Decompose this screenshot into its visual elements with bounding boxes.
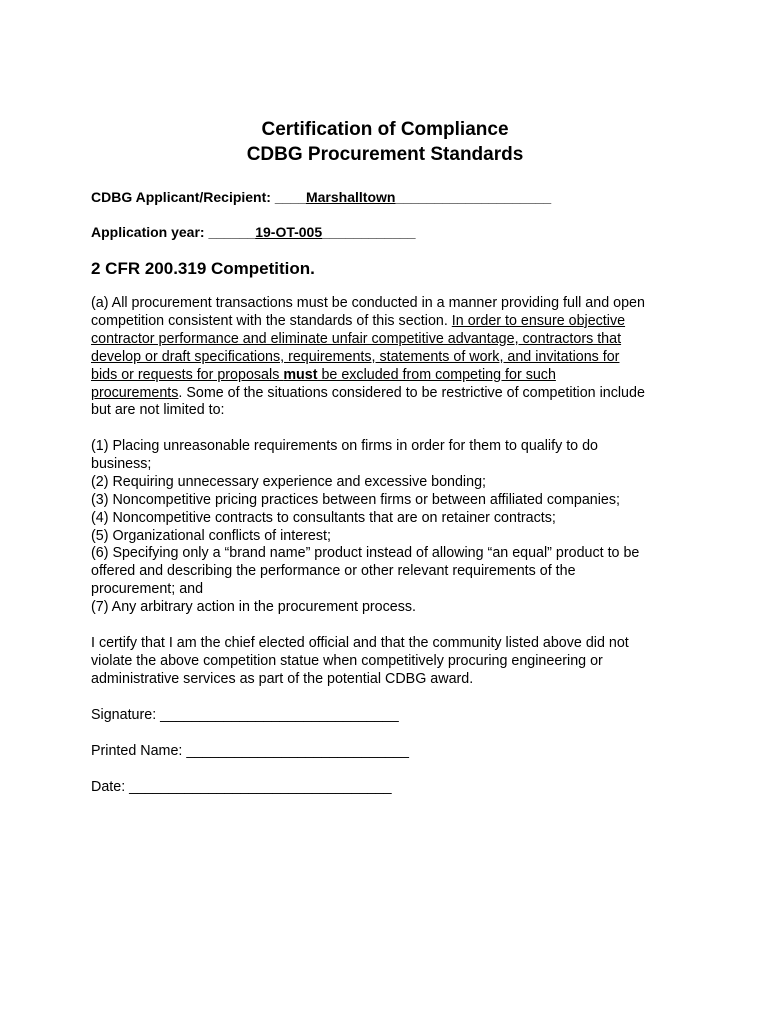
list-item: (7) Any arbitrary action in the procurement process. xyxy=(91,599,417,616)
applicant-value: Marshalltown xyxy=(305,189,396,205)
printed-name-field[interactable] xyxy=(91,742,409,760)
applicant-pre-line: ____ xyxy=(270,189,306,205)
application-year-label: Application year: xyxy=(91,224,205,240)
list-item: procurement; and xyxy=(91,581,204,598)
signature-line[interactable]: ______________________________ xyxy=(156,707,399,723)
date-field[interactable] xyxy=(91,778,392,796)
application-year-post-line: ____________ xyxy=(322,224,416,240)
paragraph-a-text: . Some of the situations considered to be restrictive of competition include xyxy=(178,384,645,401)
list-item: offered and describing the performance or other relevant requirements of the xyxy=(91,563,576,580)
application-year-value: 19-OT-005 xyxy=(255,224,323,240)
certification-statement xyxy=(91,635,691,689)
paragraph-a-line: (a) All procurement transactions must be conducted in a manner providing full and open xyxy=(91,295,645,311)
certification-line: administrative services as part of the potential CDBG award. xyxy=(91,670,474,687)
certification-line: violate the above competition statue when competitively procuring engineering or xyxy=(91,652,603,669)
certification-line: I certify that I am the chief elected official and that the community listed above did not xyxy=(91,635,629,651)
list-item: (2) Requiring unnecessary experience and excessive bonding; xyxy=(91,473,486,490)
paragraph-a-line xyxy=(91,385,691,403)
paragraph-a-line xyxy=(91,313,691,331)
paragraph-a-underlined-text: procurements xyxy=(91,384,179,401)
paragraph-a-text: competition consistent with the standards of this section. xyxy=(91,312,452,329)
restrictive-situations-list xyxy=(91,438,691,617)
paragraph-a-bold-text: must xyxy=(283,366,318,383)
document-subtitle: CDBG Procurement Standards xyxy=(246,144,524,165)
list-item: (4) Noncompetitive contracts to consultants that are on retainer contracts; xyxy=(91,509,556,526)
application-year-pre-line: ______ xyxy=(204,224,256,240)
list-item: (3) Noncompetitive pricing practices between firms or between affiliated companies; xyxy=(91,491,620,508)
signature-label: Signature: xyxy=(91,707,157,723)
list-item: (5) Organizational conflicts of interest; xyxy=(91,527,331,544)
printed-name-line[interactable]: ____________________________ xyxy=(182,743,409,759)
paragraph-a-line: but are not limited to: xyxy=(91,402,225,419)
applicant-label: CDBG Applicant/Recipient: xyxy=(91,189,271,205)
paragraph-a-underlined-text: bids or requests for proposals xyxy=(91,366,284,383)
printed-name-label: Printed Name: xyxy=(91,743,183,759)
applicant-post-line: ____________________ xyxy=(395,189,552,205)
paragraph-a-line: develop or draft specifications, requirements, statements of work, and invitations for xyxy=(91,348,620,365)
list-item: business; xyxy=(91,455,152,472)
paragraph-a-line: contractor performance and eliminate unfair competitive advantage, contractors that xyxy=(91,330,622,347)
date-line[interactable]: _________________________________ xyxy=(125,779,392,795)
section-heading: 2 CFR 200.319 Competition. xyxy=(91,259,315,278)
date-label: Date: xyxy=(91,779,126,795)
paragraph-a-underlined-text: In order to ensure objective xyxy=(451,312,626,329)
list-item: (1) Placing unreasonable requirements on firms in order for them to qualify to do xyxy=(91,438,599,454)
list-item: (6) Specifying only a “brand name” product instead of allowing “an equal” product to be xyxy=(91,545,640,562)
paragraph-a xyxy=(91,295,691,420)
paragraph-a-underlined-text: be excluded from competing for such xyxy=(317,366,556,383)
document-title: Certification of Compliance xyxy=(261,119,509,140)
application-year-field xyxy=(91,223,416,241)
paragraph-a-line xyxy=(91,367,691,385)
applicant-field xyxy=(91,188,551,206)
signature-field[interactable] xyxy=(91,706,399,724)
